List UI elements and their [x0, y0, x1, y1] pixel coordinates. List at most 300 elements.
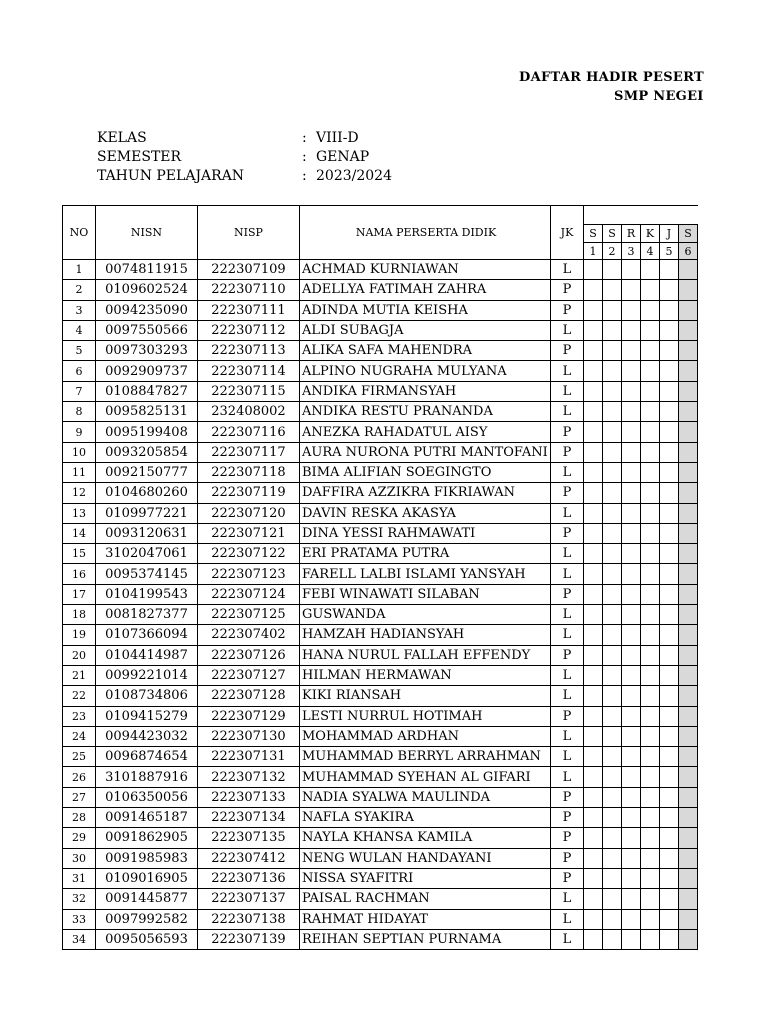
row-nisp: 222307402	[198, 625, 300, 645]
row-nama: HILMAN HERMAWAN	[300, 665, 551, 685]
row-nisp: 222307113	[198, 341, 300, 361]
row-nisp: 222307133	[198, 787, 300, 807]
attendance-cell[interactable]	[584, 706, 603, 726]
row-nama: ALPINO NUGRAHA MULYANA	[300, 361, 551, 381]
semester-value: GENAP	[316, 148, 370, 165]
attendance-cell[interactable]	[660, 868, 679, 888]
attendance-cell[interactable]	[641, 828, 660, 848]
attendance-cell[interactable]	[603, 584, 622, 604]
attendance-cell[interactable]	[660, 300, 679, 320]
attendance-cell[interactable]	[679, 361, 698, 381]
attendance-cell[interactable]	[603, 402, 622, 422]
row-nisp: 222307128	[198, 686, 300, 706]
attendance-cell[interactable]	[622, 584, 641, 604]
attendance-cell[interactable]	[679, 605, 698, 625]
row-nama: ADELLYA FATIMAH ZAHRA	[300, 280, 551, 300]
table-row	[63, 889, 698, 909]
attendance-cell[interactable]	[603, 868, 622, 888]
attendance-cell[interactable]	[603, 320, 622, 340]
row-nisp: 222307115	[198, 381, 300, 401]
row-nama: ALIKA SAFA MAHENDRA	[300, 341, 551, 361]
table-row	[63, 767, 698, 787]
attendance-cell[interactable]	[603, 929, 622, 949]
row-nama: FEBI WINAWATI SILABAN	[300, 584, 551, 604]
row-no: 9	[63, 422, 96, 442]
attendance-cell[interactable]	[679, 483, 698, 503]
attendance-cell[interactable]	[584, 767, 603, 787]
attendance-cell[interactable]	[641, 868, 660, 888]
attendance-cell[interactable]	[679, 341, 698, 361]
attendance-cell[interactable]	[641, 564, 660, 584]
table-row	[63, 909, 698, 929]
row-no: 24	[63, 726, 96, 746]
attendance-cell[interactable]	[660, 848, 679, 868]
attendance-cell[interactable]	[641, 260, 660, 280]
row-jk: L	[551, 726, 584, 746]
row-nama: DAVIN RESKA AKASYA	[300, 503, 551, 523]
attendance-cell[interactable]	[584, 381, 603, 401]
attendance-cell[interactable]	[584, 787, 603, 807]
attendance-cell[interactable]	[641, 402, 660, 422]
row-jk: P	[551, 645, 584, 665]
attendance-cell[interactable]	[641, 584, 660, 604]
attendance-cell[interactable]	[584, 320, 603, 340]
row-nisn: 0094235090	[96, 300, 198, 320]
attendance-cell[interactable]	[641, 320, 660, 340]
student-rows	[63, 260, 698, 950]
attendance-cell[interactable]	[660, 523, 679, 543]
attendance-cell[interactable]	[679, 300, 698, 320]
row-nama: HAMZAH HADIANSYAH	[300, 625, 551, 645]
row-no: 31	[63, 868, 96, 888]
attendance-cell[interactable]	[622, 381, 641, 401]
attendance-cell[interactable]	[660, 889, 679, 909]
attendance-cell[interactable]	[660, 341, 679, 361]
attendance-cell[interactable]	[603, 483, 622, 503]
attendance-cell[interactable]	[603, 747, 622, 767]
attendance-cell[interactable]	[660, 260, 679, 280]
attendance-cell[interactable]	[603, 767, 622, 787]
attendance-cell[interactable]	[679, 686, 698, 706]
day-number: 5	[660, 243, 679, 260]
attendance-cell[interactable]	[641, 625, 660, 645]
attendance-cell[interactable]	[622, 483, 641, 503]
table-row	[63, 747, 698, 767]
attendance-cell[interactable]	[641, 909, 660, 929]
day-letter: S	[584, 225, 603, 243]
attendance-cell[interactable]	[641, 686, 660, 706]
attendance-cell[interactable]	[622, 300, 641, 320]
row-nisp: 222307138	[198, 909, 300, 929]
attendance-cell[interactable]	[603, 808, 622, 828]
attendance-cell[interactable]	[584, 503, 603, 523]
attendance-cell[interactable]	[584, 564, 603, 584]
attendance-cell[interactable]	[603, 280, 622, 300]
row-nisn: 0104199543	[96, 584, 198, 604]
attendance-cell[interactable]	[660, 645, 679, 665]
col-nisn: NISN	[96, 206, 198, 260]
attendance-cell[interactable]	[660, 584, 679, 604]
attendance-cell[interactable]	[622, 523, 641, 543]
attendance-cell[interactable]	[584, 523, 603, 543]
attendance-cell[interactable]	[584, 848, 603, 868]
attendance-cell[interactable]	[622, 645, 641, 665]
row-nisn: 0109415279	[96, 706, 198, 726]
row-nama: AURA NURONA PUTRI MANTOFANI	[300, 442, 551, 462]
attendance-cell[interactable]	[584, 868, 603, 888]
attendance-cell[interactable]	[660, 787, 679, 807]
attendance-cell[interactable]	[584, 260, 603, 280]
attendance-cell[interactable]	[660, 726, 679, 746]
attendance-cell[interactable]	[641, 929, 660, 949]
attendance-cell[interactable]	[603, 544, 622, 564]
attendance-cell[interactable]	[679, 828, 698, 848]
row-nama: ANDIKA FIRMANSYAH	[300, 381, 551, 401]
attendance-cell[interactable]	[641, 787, 660, 807]
attendance-cell[interactable]	[679, 889, 698, 909]
day-number: 4	[641, 243, 660, 260]
table-row	[63, 808, 698, 828]
attendance-cell[interactable]	[584, 645, 603, 665]
attendance-cell[interactable]	[622, 889, 641, 909]
attendance-cell[interactable]	[622, 320, 641, 340]
attendance-cell[interactable]	[679, 848, 698, 868]
attendance-cell[interactable]	[660, 361, 679, 381]
row-nisp: 222307139	[198, 929, 300, 949]
attendance-cell[interactable]	[641, 381, 660, 401]
attendance-cell[interactable]	[660, 462, 679, 482]
row-nisn: 0094423032	[96, 726, 198, 746]
attendance-cell[interactable]	[641, 808, 660, 828]
attendance-cell[interactable]	[603, 300, 622, 320]
attendance-cell[interactable]	[641, 483, 660, 503]
table-row	[63, 544, 698, 564]
attendance-cell[interactable]	[603, 503, 622, 523]
attendance-cell[interactable]	[679, 767, 698, 787]
row-nisp: 222307121	[198, 523, 300, 543]
attendance-cell[interactable]	[584, 808, 603, 828]
attendance-cell[interactable]	[679, 726, 698, 746]
table-row	[63, 584, 698, 604]
attendance-cell[interactable]	[660, 808, 679, 828]
attendance-cell[interactable]	[679, 422, 698, 442]
attendance-cell[interactable]	[584, 584, 603, 604]
attendance-cell[interactable]	[660, 402, 679, 422]
attendance-cell[interactable]	[622, 868, 641, 888]
row-no: 13	[63, 503, 96, 523]
attendance-cell[interactable]	[603, 665, 622, 685]
row-no: 27	[63, 787, 96, 807]
attendance-cell[interactable]	[641, 706, 660, 726]
attendance-cell[interactable]	[622, 808, 641, 828]
attendance-cell[interactable]	[584, 341, 603, 361]
row-nama: BIMA ALIFIAN SOEGINGTO	[300, 462, 551, 482]
attendance-cell[interactable]	[622, 909, 641, 929]
attendance-cell[interactable]	[603, 909, 622, 929]
attendance-cell[interactable]	[660, 625, 679, 645]
attendance-cell[interactable]	[622, 361, 641, 381]
attendance-cell[interactable]	[679, 584, 698, 604]
attendance-cell[interactable]	[660, 747, 679, 767]
attendance-cell[interactable]	[660, 828, 679, 848]
day-letter: K	[641, 225, 660, 243]
attendance-cell[interactable]	[679, 523, 698, 543]
attendance-cell[interactable]	[660, 564, 679, 584]
attendance-cell[interactable]	[641, 341, 660, 361]
row-nama: GUSWANDA	[300, 605, 551, 625]
row-jk: P	[551, 483, 584, 503]
row-nisp: 222307118	[198, 462, 300, 482]
attendance-cell[interactable]	[660, 686, 679, 706]
row-nama: HANA NURUL FALLAH EFFENDY	[300, 645, 551, 665]
row-jk: L	[551, 564, 584, 584]
attendance-cell[interactable]	[679, 260, 698, 280]
attendance-cell[interactable]	[679, 381, 698, 401]
attendance-cell[interactable]	[584, 483, 603, 503]
attendance-cell[interactable]	[603, 260, 622, 280]
attendance-cell[interactable]	[584, 665, 603, 685]
attendance-cell[interactable]	[622, 544, 641, 564]
attendance-cell[interactable]	[660, 320, 679, 340]
attendance-cell[interactable]	[603, 625, 622, 645]
row-jk: P	[551, 422, 584, 442]
attendance-cell[interactable]	[584, 605, 603, 625]
attendance-cell[interactable]	[679, 787, 698, 807]
attendance-cell[interactable]	[660, 909, 679, 929]
attendance-cell[interactable]	[622, 787, 641, 807]
row-nisn: 3102047061	[96, 544, 198, 564]
attendance-cell[interactable]	[584, 544, 603, 564]
table-row	[63, 726, 698, 746]
attendance-cell[interactable]	[622, 848, 641, 868]
row-no: 21	[63, 665, 96, 685]
row-nama: NADIA SYALWA MAULINDA	[300, 787, 551, 807]
attendance-cell[interactable]	[584, 361, 603, 381]
attendance-cell[interactable]	[622, 280, 641, 300]
attendance-cell[interactable]	[679, 868, 698, 888]
attendance-cell[interactable]	[679, 280, 698, 300]
attendance-cell[interactable]	[584, 625, 603, 645]
attendance-cell[interactable]	[603, 341, 622, 361]
attendance-cell[interactable]	[622, 260, 641, 280]
row-nisp: 222307130	[198, 726, 300, 746]
row-nama: NAFLA SYAKIRA	[300, 808, 551, 828]
attendance-cell[interactable]	[660, 280, 679, 300]
attendance-cell[interactable]	[660, 483, 679, 503]
attendance-cell[interactable]	[641, 422, 660, 442]
attendance-cell[interactable]	[622, 929, 641, 949]
attendance-cell[interactable]	[641, 889, 660, 909]
attendance-cell[interactable]	[679, 462, 698, 482]
attendance-cell[interactable]	[584, 686, 603, 706]
attendance-cell[interactable]	[679, 909, 698, 929]
table-row	[63, 787, 698, 807]
table-row	[63, 422, 698, 442]
row-nisp: 222307120	[198, 503, 300, 523]
attendance-cell[interactable]	[679, 808, 698, 828]
separator: :	[302, 167, 307, 184]
row-nisn: 0091445877	[96, 889, 198, 909]
attendance-cell[interactable]	[584, 929, 603, 949]
attendance-cell[interactable]	[584, 462, 603, 482]
attendance-cell[interactable]	[603, 381, 622, 401]
attendance-cell[interactable]	[603, 361, 622, 381]
attendance-cell[interactable]	[603, 523, 622, 543]
attendance-cell[interactable]	[660, 442, 679, 462]
table-row	[63, 686, 698, 706]
row-nisn: 0093120631	[96, 523, 198, 543]
attendance-cell[interactable]	[679, 442, 698, 462]
attendance-cell[interactable]	[622, 767, 641, 787]
row-nama: ERI PRATAMA PUTRA	[300, 544, 551, 564]
attendance-cell[interactable]	[641, 462, 660, 482]
row-jk: L	[551, 665, 584, 685]
attendance-cell[interactable]	[660, 605, 679, 625]
attendance-cell[interactable]	[679, 320, 698, 340]
attendance-cell[interactable]	[603, 605, 622, 625]
attendance-cell[interactable]	[584, 402, 603, 422]
attendance-cell[interactable]	[679, 402, 698, 422]
attendance-cell[interactable]	[641, 300, 660, 320]
attendance-cell[interactable]	[622, 726, 641, 746]
row-nisn: 0109602524	[96, 280, 198, 300]
attendance-cell[interactable]	[622, 665, 641, 685]
attendance-cell[interactable]	[622, 503, 641, 523]
row-jk: L	[551, 605, 584, 625]
row-no: 33	[63, 909, 96, 929]
attendance-cell[interactable]	[603, 787, 622, 807]
attendance-cell[interactable]	[603, 828, 622, 848]
attendance-cell[interactable]	[641, 848, 660, 868]
attendance-cell[interactable]	[641, 747, 660, 767]
row-nama: PAISAL RACHMAN	[300, 889, 551, 909]
attendance-cell[interactable]	[660, 767, 679, 787]
attendance-cell[interactable]	[622, 564, 641, 584]
attendance-cell[interactable]	[603, 726, 622, 746]
table-row	[63, 665, 698, 685]
row-nama: FARELL LALBI ISLAMI YANSYAH	[300, 564, 551, 584]
attendance-cell[interactable]	[679, 625, 698, 645]
row-nisp: 222307116	[198, 422, 300, 442]
attendance-cell[interactable]	[584, 280, 603, 300]
attendance-cell[interactable]	[603, 645, 622, 665]
attendance-cell[interactable]	[641, 503, 660, 523]
attendance-cell[interactable]	[603, 889, 622, 909]
attendance-cell[interactable]	[679, 747, 698, 767]
attendance-cell[interactable]	[584, 889, 603, 909]
attendance-cell[interactable]	[584, 442, 603, 462]
attendance-cell[interactable]	[641, 726, 660, 746]
attendance-cell[interactable]	[622, 422, 641, 442]
attendance-cell[interactable]	[622, 341, 641, 361]
row-nisp: 222307136	[198, 868, 300, 888]
attendance-cell[interactable]	[641, 767, 660, 787]
attendance-cell[interactable]	[660, 706, 679, 726]
attendance-cell[interactable]	[641, 645, 660, 665]
attendance-cell[interactable]	[622, 625, 641, 645]
attendance-cell[interactable]	[603, 848, 622, 868]
attendance-cell[interactable]	[641, 523, 660, 543]
attendance-cell[interactable]	[603, 422, 622, 442]
attendance-cell[interactable]	[641, 544, 660, 564]
attendance-cell[interactable]	[660, 544, 679, 564]
table-row	[63, 462, 698, 482]
attendance-cell[interactable]	[622, 462, 641, 482]
row-no: 11	[63, 462, 96, 482]
row-no: 14	[63, 523, 96, 543]
row-jk: P	[551, 341, 584, 361]
attendance-cell[interactable]	[641, 605, 660, 625]
attendance-cell[interactable]	[622, 605, 641, 625]
table-row	[63, 645, 698, 665]
attendance-cell[interactable]	[660, 381, 679, 401]
attendance-cell[interactable]	[584, 909, 603, 929]
attendance-cell[interactable]	[584, 726, 603, 746]
attendance-cell[interactable]	[603, 564, 622, 584]
attendance-cell[interactable]	[641, 280, 660, 300]
attendance-cell[interactable]	[584, 300, 603, 320]
row-no: 29	[63, 828, 96, 848]
attendance-cell[interactable]	[679, 503, 698, 523]
attendance-cell[interactable]	[679, 929, 698, 949]
attendance-cell[interactable]	[584, 422, 603, 442]
attendance-cell[interactable]	[622, 747, 641, 767]
attendance-cell[interactable]	[603, 686, 622, 706]
row-nisn: 0097992582	[96, 909, 198, 929]
table-row	[63, 483, 698, 503]
row-nisn: 0096874654	[96, 747, 198, 767]
row-nisn: 3101887916	[96, 767, 198, 787]
attendance-cell[interactable]	[679, 544, 698, 564]
attendance-cell[interactable]	[660, 422, 679, 442]
attendance-cell[interactable]	[622, 706, 641, 726]
table-row	[63, 361, 698, 381]
attendance-cell[interactable]	[622, 402, 641, 422]
attendance-cell[interactable]	[622, 442, 641, 462]
table-row	[63, 828, 698, 848]
row-nisn: 0092150777	[96, 462, 198, 482]
attendance-cell[interactable]	[679, 645, 698, 665]
row-no: 17	[63, 584, 96, 604]
attendance-cell[interactable]	[622, 828, 641, 848]
row-jk: L	[551, 686, 584, 706]
table-row	[63, 320, 698, 340]
attendance-cell[interactable]	[584, 747, 603, 767]
row-nisn: 0093205854	[96, 442, 198, 462]
row-nama: MUHAMMAD SYEHAN AL GIFARI	[300, 767, 551, 787]
kelas-value: VIII-D	[316, 129, 359, 146]
attendance-cell[interactable]	[641, 361, 660, 381]
row-nisp: 222307110	[198, 280, 300, 300]
attendance-cell[interactable]	[603, 706, 622, 726]
attendance-cell[interactable]	[603, 462, 622, 482]
attendance-cell[interactable]	[584, 828, 603, 848]
attendance-cell[interactable]	[679, 665, 698, 685]
attendance-cell[interactable]	[679, 706, 698, 726]
attendance-cell[interactable]	[679, 564, 698, 584]
table-row	[63, 625, 698, 645]
attendance-cell[interactable]	[660, 503, 679, 523]
attendance-cell[interactable]	[641, 442, 660, 462]
attendance-cell[interactable]	[641, 665, 660, 685]
table-row	[63, 605, 698, 625]
row-no: 32	[63, 889, 96, 909]
attendance-cell[interactable]	[660, 665, 679, 685]
attendance-cell[interactable]	[622, 686, 641, 706]
attendance-cell[interactable]	[660, 929, 679, 949]
row-nama: ANDIKA RESTU PRANANDA	[300, 402, 551, 422]
attendance-cell[interactable]	[603, 442, 622, 462]
